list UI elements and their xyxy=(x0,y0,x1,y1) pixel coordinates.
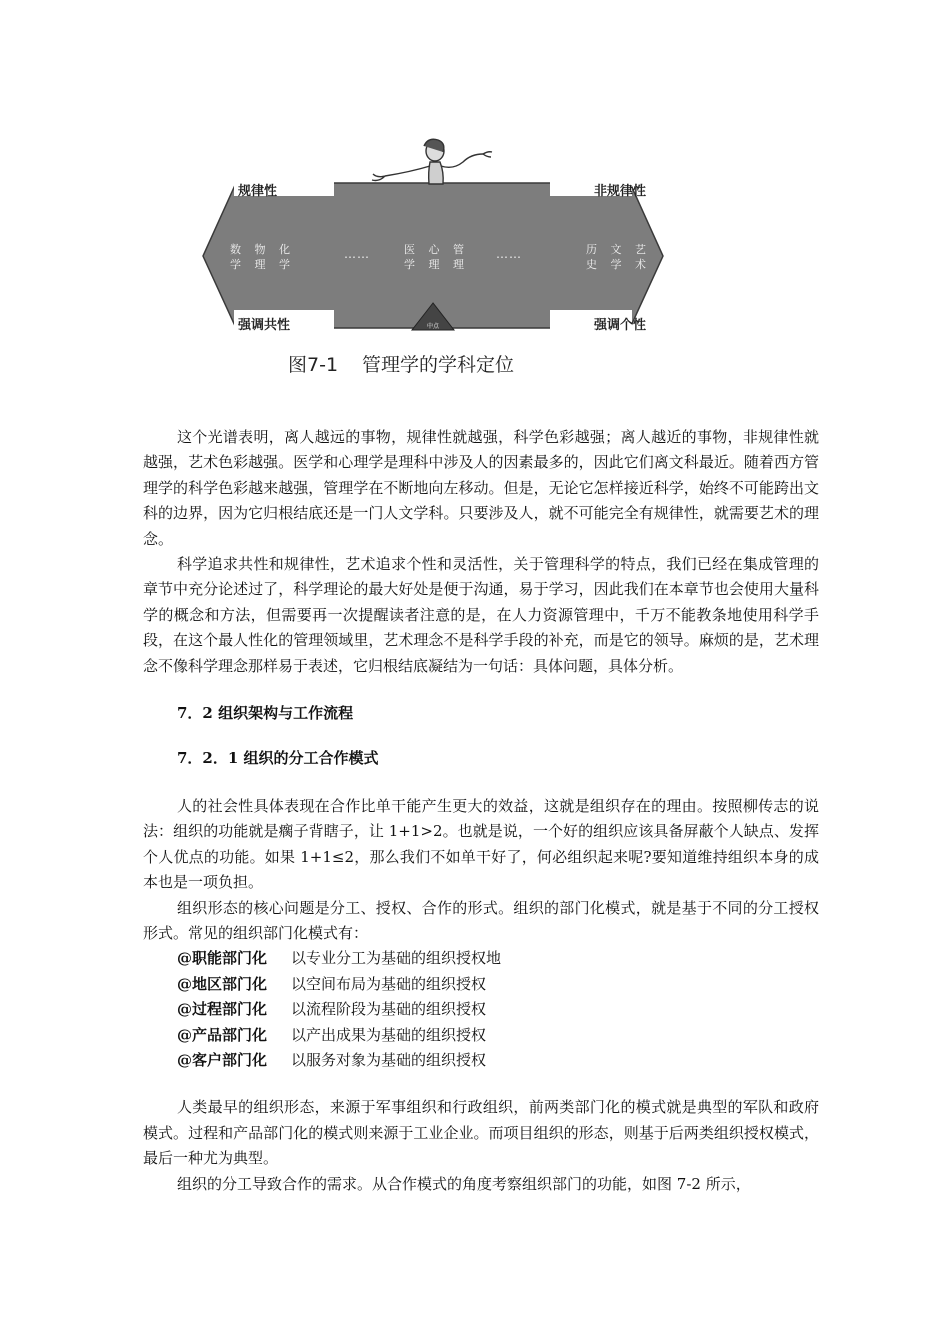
caption-title: 管理学的学科定位 xyxy=(362,354,515,376)
paragraph-organization-purpose: 人的社会性具体表现在合作比单干能产生更大的效益，这就是组织存在的理由。按照柳传志的说法：组织的功能就是瘸子背瞎子，让 1+1>2。也就是说，一个好的组织应该具备屏蔽个人缺点、发挥个人优点的功能。如果 1+1≤2，那么我们不如单干好了，何必组织起来呢?要知道维持组织本身的成本也是一项负担。 xyxy=(143,796,819,892)
discipline-row: 医 心 管 xyxy=(404,243,469,256)
section-heading-7-2-1: 7．2．1 组织的分工合作模式 xyxy=(177,749,379,768)
paragraph-science-art: 科学追求共性和规律性，艺术追求个性和灵活性，关于管理科学的特点，我们已经在集成管理的章节中充分论述过了，科学理论的最大好处是便于沟通，易于学习，因此我们在本章节也会使用大量科学的概念和方法，但需要再一次提醒读者注意的是，在人力资源管理中，千万不能教条地使用科学手段，在这个最人性化的管理领域里，艺术理念不是科学手段的补充，而是它的领导。麻烦的是，艺术理念不像科学理念那样易于表述，它归根结底凝结为一句话：具体问题，具体分析。 xyxy=(143,555,819,675)
list-item xyxy=(143,1048,819,1073)
paragraph-organization-form: 组织形态的核心问题是分工、授权、合作的形式。组织的部门化模式，就是基于不同的分工授权形式。常见的组织部门化模式有： xyxy=(143,898,819,942)
ellipsis-left: …… xyxy=(344,247,370,261)
paragraph-history: 人类最早的组织形态，来源于军事组织和行政组织，前两类部门化的模式就是典型的军队和政府模式。过程和产品部门化的模式则来源于工业企业。而项目组织的形态，则基于后两类组织授权模式，最后一种尤为典型。 xyxy=(143,1098,819,1168)
label-emphasize-commonality: 强调共性 xyxy=(238,318,291,333)
list-item xyxy=(143,997,819,1022)
science-disciplines xyxy=(230,242,295,272)
list-item xyxy=(143,946,819,971)
departmentalization-list xyxy=(143,946,819,1073)
list-desc: 以服务对象为基础的组织授权 xyxy=(291,1050,487,1069)
spectrum-diagram xyxy=(198,138,668,338)
list-term: @产品部门化 xyxy=(177,1025,268,1044)
balancing-person-illustration xyxy=(372,139,492,184)
list-desc: 以流程阶段为基础的组织授权 xyxy=(291,1000,487,1019)
document-body xyxy=(143,425,819,1197)
paragraph-spectrum: 这个光谱表明，离人越远的事物，规律性就越强，科学色彩越强；离人越近的事物，非规律性就越强，艺术色彩越强。医学和心理学是理科中涉及人的因素最多的，因此它们离文科最近。随着西方管理学的科学色彩越来越强，管理学在不断地向左移动。但是，无论它怎样接近科学，始终不可能跨出文科的边界，因为它归根结底还是一门人文学科。只要涉及人，就不可能完全有规律性，就需要艺术的理念。 xyxy=(143,428,819,548)
label-regularity: 规律性 xyxy=(238,184,278,199)
fulcrum-label: 中点 xyxy=(427,323,440,330)
label-irregularity: 非规律性 xyxy=(593,184,646,199)
section-heading-7-2: 7．2 组织架构与工作流程 xyxy=(177,704,354,723)
label-emphasize-individuality: 强调个性 xyxy=(593,318,646,333)
list-term: @客户部门化 xyxy=(177,1050,268,1069)
discipline-row: 学 理 学 xyxy=(230,258,295,271)
discipline-row: 历 文 艺 xyxy=(586,243,651,256)
figure-7-1 xyxy=(198,138,668,388)
list-desc: 以专业分工为基础的组织授权地 xyxy=(291,949,502,968)
figure-caption xyxy=(288,350,514,377)
discipline-row: 学 理 理 xyxy=(404,258,469,271)
ellipsis-right: …… xyxy=(496,247,522,261)
list-item xyxy=(143,972,819,997)
middle-disciplines xyxy=(404,242,469,272)
humanities-disciplines xyxy=(586,242,651,272)
discipline-row: 史 学 术 xyxy=(586,258,651,271)
list-term: @过程部门化 xyxy=(177,1000,268,1019)
list-item xyxy=(143,1023,819,1048)
list-term: @职能部门化 xyxy=(177,949,268,968)
paragraph-cooperation: 组织的分工导致合作的需求。从合作模式的角度考察组织部门的功能，如图 7-2 所示， xyxy=(177,1174,751,1193)
list-desc: 以空间布局为基础的组织授权 xyxy=(291,974,487,993)
discipline-row: 数 物 化 xyxy=(230,243,295,256)
caption-number: 图7-1 xyxy=(288,354,339,376)
list-term: @地区部门化 xyxy=(177,974,268,993)
list-desc: 以产出成果为基础的组织授权 xyxy=(291,1025,487,1044)
